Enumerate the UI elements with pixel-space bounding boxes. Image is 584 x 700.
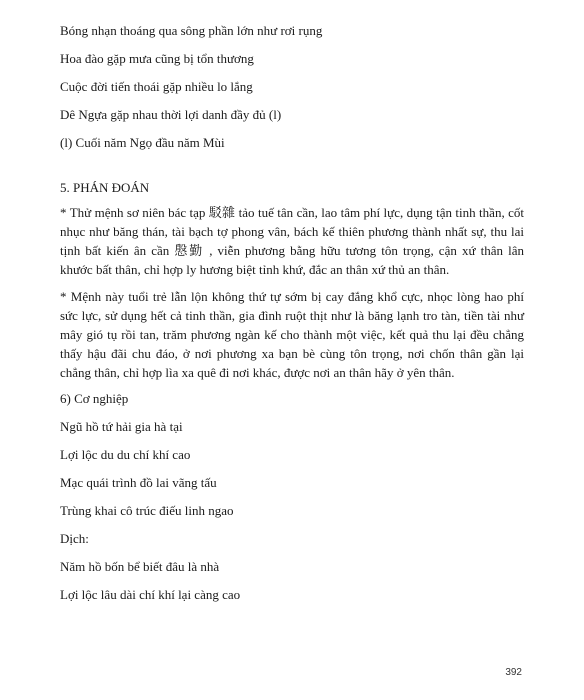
verse-line: Bóng nhạn thoáng qua sông phần lớn như rơi rụng [60,23,323,38]
verse-line: Lợi lộc lâu dài chí khí lại càng cao [60,587,241,602]
page-number: 392 [505,667,522,678]
paragraph-translation: * Mệnh này tuổi trẻ lẫn lộn không thứ tự sớm bị cay đắng khổ cực, nhọc lòng hao phí sức lực, sử dụng hết cả tinh thần, gia đình ruột thịt như là băng lạnh tro tàn, tiền tài như mây gió tụ rồi tan, trăm phương ngàn kế cho thành một việc, kết quả thu lại đều chẳng thấy hậu đãi chu đáo, ở nơi phương xa bạn bè cùng tôn trọng, nơi chốn thân gần lại chẳng thân, chỉ hợp lìa xa quê đi nơi khác, được nơi an thân hãy ở yên thân. [60,289,524,380]
document-page [60,22,524,614]
verse-line: Dê Ngựa gặp nhau thời lợi danh đầy đủ (l) [60,107,282,122]
section-spacer [60,162,524,179]
subsection-career [60,390,524,604]
translation-label: Dịch: [60,531,89,546]
verse-line: Ngũ hồ tứ hải gia hà tại [60,419,183,434]
verse-line: Hoa đào gặp mưa cũng bị tổn thương [60,51,254,66]
verse-line: Năm hồ bốn bể biết đâu là nhà [60,559,220,574]
subsection-heading: 6) Cơ nghiệp [60,391,129,406]
verse-line: Lợi lộc du du chí khí cao [60,447,191,462]
paragraph-han-viet: * Thử mệnh sơ niên bác tạp 駁雜 tảo tuế tân cần, lao tâm phí lực, dụng tận tinh thần, cốt nhục như băng thán, tài bạch tợ phong vân, bách kế thiên phương thành nhất sự, thu lai tịnh bất kiến ân cần 慇勤 , viễn phương bằng hữu tương tôn trọng, cận xứ thân lân khước bất thân, chỉ hợp ly hương biệt tỉnh khứ, đắc an thân xứ thủ an thân. [60,205,524,277]
footnote-line: (l) Cuối năm Ngọ đầu năm Mùi [60,135,225,150]
verse-line: Trùng khai cô trúc điếu linh ngao [60,503,234,518]
section-heading: 5. PHÁN ĐOÁN [60,180,150,195]
opening-verses [60,22,524,152]
verse-line: Cuộc đời tiến thoái gặp nhiều lo lắng [60,79,253,94]
section-judgement [60,179,524,382]
verse-line: Mạc quái trình đồ lai vãng tấu [60,475,217,490]
